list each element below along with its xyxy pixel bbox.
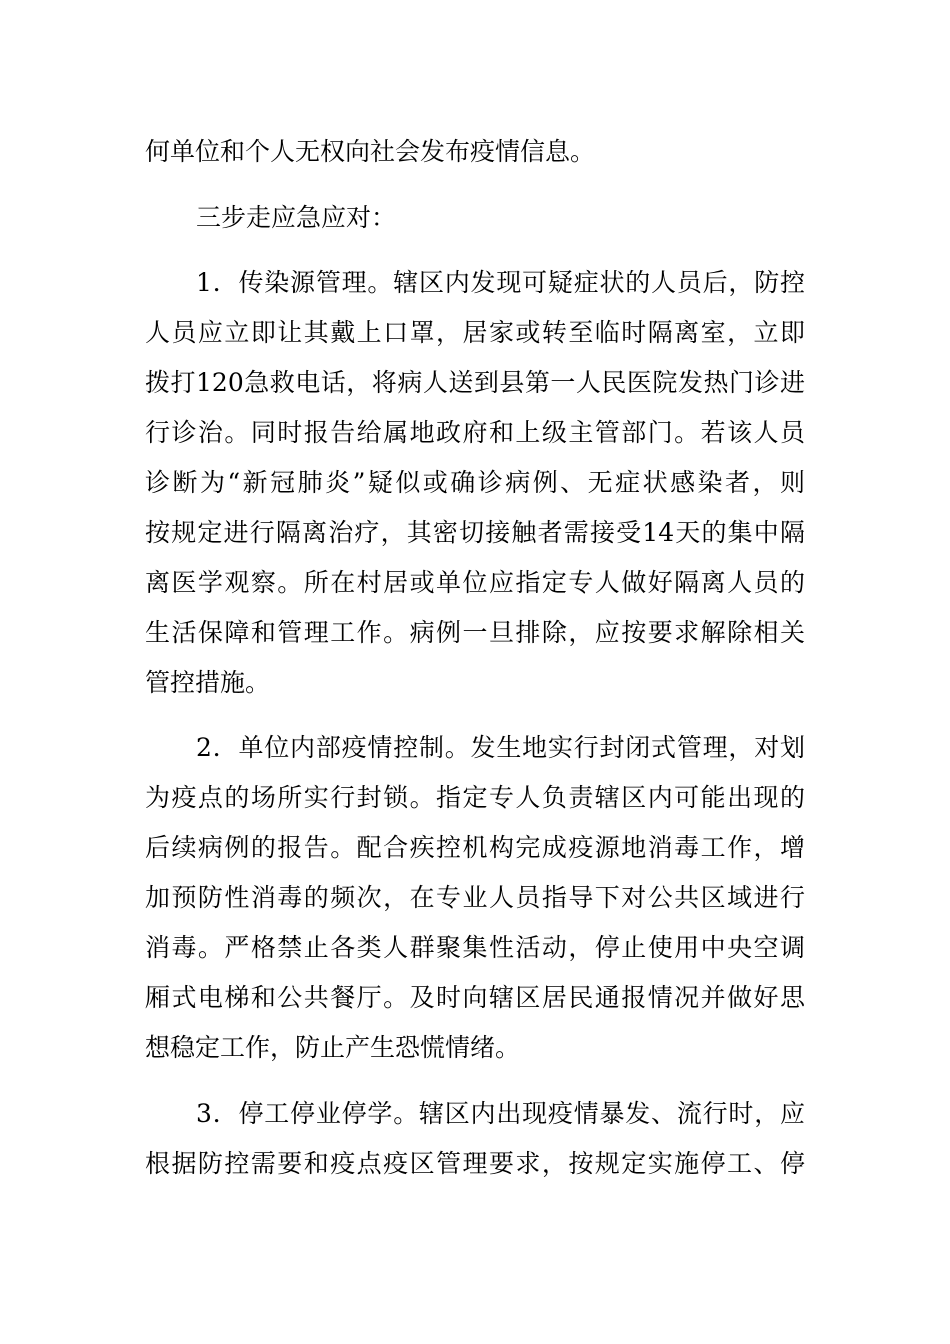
- item2-line: 加预防性消毒的频次，在专业人员指导下对公共区域进行: [145, 883, 805, 912]
- item1-line: 诊断为“新冠肺炎”疑似或确诊病例、无症状感染者，则: [145, 468, 805, 497]
- item1-line: 人员应立即让其戴上口罩，居家或转至临时隔离室，立即: [145, 318, 805, 347]
- item1-line: 拨打120急救电话，将病人送到县第一人民医院发热门诊进: [145, 368, 805, 397]
- item1-line: 管控措施。: [145, 668, 271, 697]
- item3-line: 3．停工停业停学。辖区内出现疫情暴发、流行时，应: [196, 1099, 805, 1128]
- item2-line: 2．单位内部疫情控制。发生地实行封闭式管理，对划: [196, 733, 805, 762]
- item1-line: 按规定进行隔离治疗，其密切接触者需接受14天的集中隔: [145, 518, 805, 547]
- item2-line: 为疫点的场所实行封锁。指定专人负责辖区内可能出现的: [145, 783, 805, 812]
- item1-line: 行诊治。同时报告给属地政府和上级主管部门。若该人员: [145, 418, 805, 447]
- item1-line: 生活保障和管理工作。病例一旦排除，应按要求解除相关: [145, 618, 805, 647]
- item1-line: 1．传染源管理。辖区内发现可疑症状的人员后，防控: [196, 268, 805, 297]
- item1-line: 离医学观察。所在村居或单位应指定专人做好隔离人员的: [145, 568, 805, 597]
- item2-line: 后续病例的报告。配合疾控机构完成疫源地消毒工作，增: [145, 833, 805, 862]
- item2-line: 消毒。严格禁止各类人群聚集性活动，停止使用中央空调: [145, 933, 805, 962]
- item3-line: 根据防控需要和疫点疫区管理要求，按规定实施停工、停: [145, 1149, 805, 1178]
- section-heading: 三步走应急应对：: [196, 203, 397, 232]
- item2-line: 厢式电梯和公共餐厅。及时向辖区居民通报情况并做好思: [145, 983, 805, 1012]
- intro-tail-line: 何单位和个人无权向社会发布疫情信息。: [145, 137, 596, 166]
- item2-line: 想稳定工作，防止产生恐慌情绪。: [145, 1033, 521, 1062]
